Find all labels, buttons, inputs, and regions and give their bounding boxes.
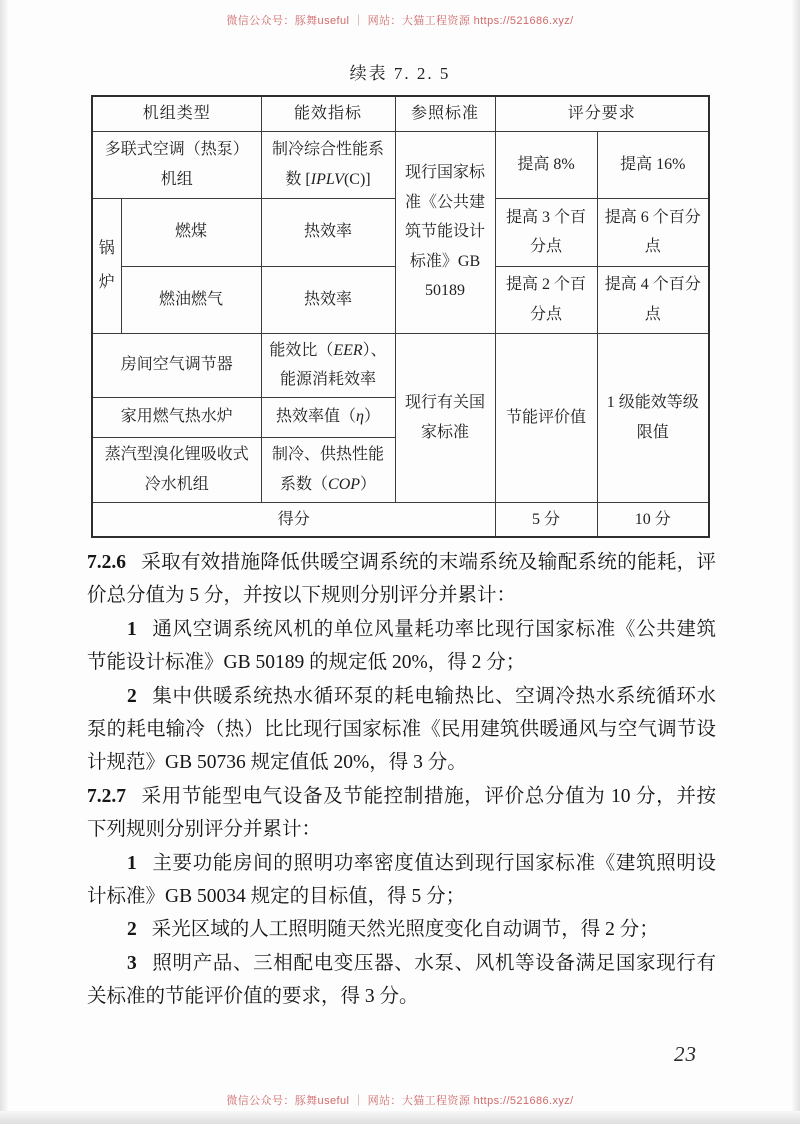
page-edge-bottom	[0, 1111, 800, 1124]
page-number: 23	[674, 1042, 697, 1066]
cell-coal-score10: 提高 6 个百分点	[597, 198, 709, 266]
cell-gas-heater-type: 家用燃气热水炉	[92, 397, 261, 437]
item-text: 集中供暖系统热水循环泵的耗电输热比、空调冷热水系统循环水泵的耗电输冷（热）比比现行国家标准《民用建筑供暖通风与空气调节设计规范》GB 50736 规定值低 20%，得 3 分。	[87, 685, 716, 774]
clause-7-2-7	[87, 780, 716, 847]
watermark-top: 微信公众号：豚舞useful ｜ 网站：大猫工程资源 https://521686.xyz/	[226, 15, 574, 27]
header-scoring-req: 评分要求	[495, 96, 709, 131]
clause-item	[87, 680, 716, 780]
item-number: 1	[127, 852, 137, 874]
cell-reference-std-1: 现行国家标准《公共建筑节能设计标准》GB 50189	[395, 131, 495, 333]
item-number: 1	[127, 618, 137, 640]
watermark-bottom: 微信公众号：豚舞useful ｜ 网站：大猫工程资源 https://521686.xyz/	[226, 1095, 574, 1107]
cell-score-10: 10 分	[597, 502, 709, 537]
boiler-vertical-label: 锅炉	[98, 240, 115, 291]
item-number: 2	[127, 685, 137, 707]
table-title: 续表 7. 2. 5	[349, 64, 451, 83]
clause-item	[87, 613, 716, 680]
cell-steam-chiller-index	[261, 437, 395, 502]
cell-gas-heater-index	[261, 397, 395, 437]
cell-coal-type: 燃煤	[121, 198, 261, 266]
item-text: 主要功能房间的照明功率密度值达到现行国家标准《建筑照明设计标准》GB 50034 规定的目标值，得 5 分；	[87, 852, 716, 908]
body-text	[87, 546, 716, 1014]
page-edge-left	[0, 0, 8, 1124]
item-number: 3	[127, 952, 137, 974]
table-row	[92, 131, 709, 198]
header-unit-type: 机组类型	[92, 96, 261, 131]
clause-number: 7.2.7	[87, 785, 126, 807]
index-formula: EER	[333, 341, 363, 359]
index-text: 热效率值（	[276, 408, 357, 426]
index-text: ）	[363, 408, 380, 426]
cell-oilgas-score5: 提高 2 个百分点	[495, 266, 597, 333]
header-energy-index: 能效指标	[261, 96, 395, 131]
clause-item	[87, 847, 716, 914]
cell-score-5: 5 分	[495, 502, 597, 537]
cell-oilgas-index: 热效率	[261, 266, 395, 333]
table-score-row	[92, 502, 709, 537]
clause-text: 采取有效措施降低供暖空调系统的末端系统及输配系统的能耗，评价总分值为 5 分，并按以下规则分别评分并累计：	[87, 552, 716, 607]
cell-reference-std-2: 现行有关国家标准	[395, 333, 495, 502]
rating-table	[91, 95, 710, 538]
item-text: 照明产品、三相配电变压器、水泵、风机等设备满足国家现行有关标准的节能评价值的要求，得 3 分。	[87, 952, 716, 1008]
item-text: 通风空调系统风机的单位风量耗功率比现行国家标准《公共建筑节能设计标准》GB 50189 的规定低 20%，得 2 分；	[87, 618, 716, 674]
page-edge-right	[792, 0, 800, 1124]
cell-room-ac-type: 房间空气调节器	[92, 333, 261, 397]
cell-coal-score5: 提高 3 个百分点	[495, 198, 597, 266]
index-formula: IPLV	[310, 170, 344, 188]
table-header-row	[92, 96, 709, 131]
index-text: 制冷、供热性能系数（	[272, 446, 385, 493]
cell-boiler-label	[92, 198, 121, 333]
clause-number: 7.2.6	[87, 552, 126, 573]
index-text: (C)]	[343, 170, 371, 188]
cell-multi-ac-score5: 提高 8%	[495, 131, 597, 198]
cell-coal-index: 热效率	[261, 198, 395, 266]
item-number: 2	[127, 919, 137, 941]
cell-oilgas-score10: 提高 4 个百分点	[597, 266, 709, 333]
clause-text: 采用节能型电气设备及节能控制措施，评价总分值为 10 分，并按下列规则分别评分并累计：	[87, 785, 716, 841]
index-formula: η	[356, 408, 364, 426]
cell-merged-score5: 节能评价值	[495, 333, 597, 502]
index-text: ）、能源消耗效率	[280, 341, 387, 389]
cell-steam-chiller-type: 蒸汽型溴化锂吸收式冷水机组	[92, 437, 261, 502]
cell-multi-ac-type: 多联式空调（热泵）机组	[92, 131, 261, 198]
index-text: 制冷综合性能系数 [	[272, 141, 385, 188]
index-text: 能效比（	[269, 341, 334, 359]
item-text: 采光区域的人工照明随天然光照度变化自动调节，得 2 分；	[151, 919, 659, 941]
index-formula: COP	[328, 475, 361, 493]
cell-multi-ac-score10: 提高 16%	[597, 131, 709, 198]
cell-oilgas-type: 燃油燃气	[121, 266, 261, 333]
clause-item	[87, 913, 716, 946]
clause-item	[87, 947, 716, 1014]
cell-merged-score10: 1 级能效等级限值	[597, 333, 709, 502]
cell-multi-ac-index	[261, 131, 395, 198]
cell-room-ac-index	[261, 333, 395, 397]
header-reference-std: 参照标准	[395, 96, 495, 131]
index-text: ）	[360, 475, 377, 493]
table-row	[92, 333, 709, 397]
clause-7-2-6	[87, 546, 716, 613]
cell-score-label: 得分	[92, 502, 495, 537]
